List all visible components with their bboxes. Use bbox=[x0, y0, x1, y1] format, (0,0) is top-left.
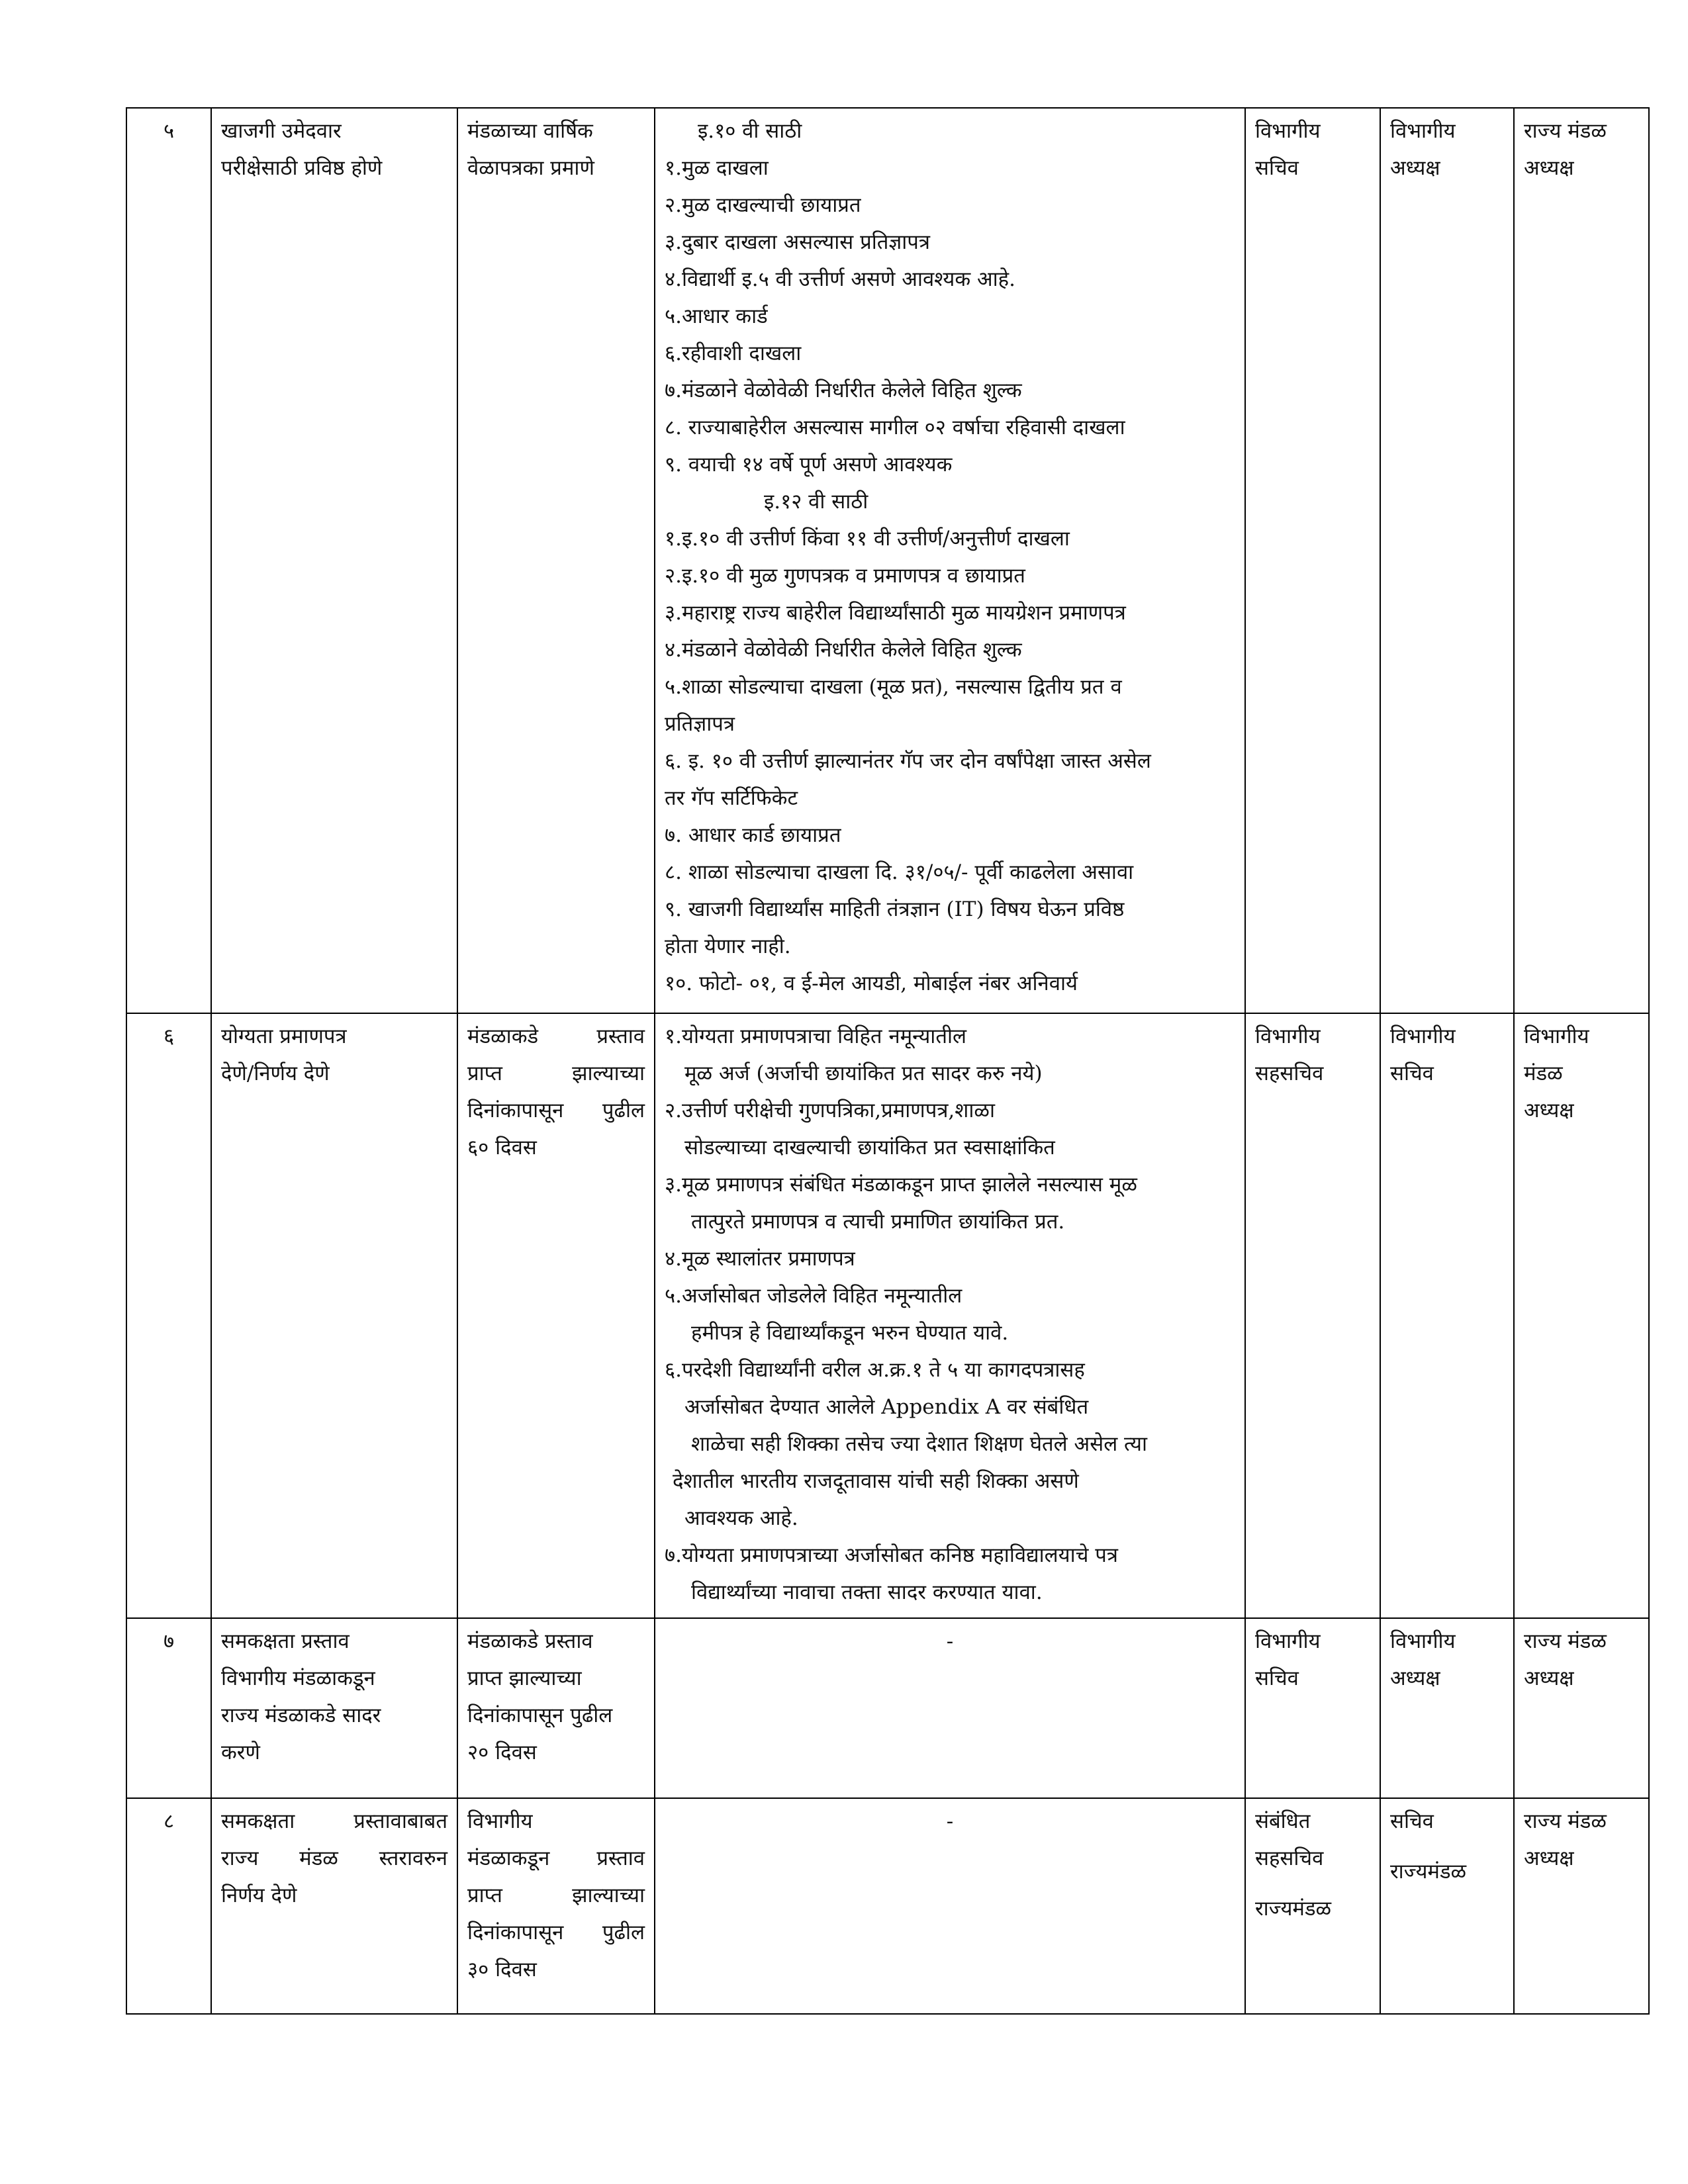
officer-level-1: विभागीय सचिव bbox=[1245, 108, 1380, 1013]
officer-level-3: राज्य मंडळ अध्यक्ष bbox=[1514, 1618, 1649, 1798]
required-documents: - bbox=[655, 1798, 1245, 2014]
section-heading: इ.१२ वी साठी bbox=[764, 490, 868, 514]
time-limit: मंडळाकडे प्रस्ताव प्राप्त झाल्याच्या दिनांकापासून पुढील ६० दिवस bbox=[457, 1013, 655, 1618]
time-limit: मंडळाकडे प्रस्ताव प्राप्त झाल्याच्या दिनांकापासून पुढील २० दिवस bbox=[457, 1618, 655, 1798]
serial-number: ७ bbox=[126, 1618, 211, 1798]
service-name: योग्यता प्रमाणपत्र देणे/निर्णय देणे bbox=[211, 1013, 457, 1618]
table-row bbox=[126, 1798, 1649, 2014]
section-heading: इ.१० वी साठी bbox=[698, 119, 802, 143]
officer-level-2: विभागीय अध्यक्ष bbox=[1380, 1618, 1514, 1798]
serial-number: ५ bbox=[126, 108, 211, 1013]
serial-number: ८ bbox=[126, 1798, 211, 2014]
officer-level-3: राज्य मंडळ अध्यक्ष bbox=[1514, 1798, 1649, 2014]
officer-level-2: विभागीय अध्यक्ष bbox=[1380, 108, 1514, 1013]
required-documents: इ.१० वी साठी १.मुळ दाखला २.मुळ दाखल्याची छायाप्रत ३.दुबार दाखला असल्यास प्रतिज्ञापत्र ४.विद्यार्थी इ.५ वी उत्तीर्ण असणे आवश्यक आहे. ५.आधार कार्ड ६.रहीवाशी दाखला ७.मंडळाने वेळोवेळी निर्धारीत केलेले विहित शुल्क ८. राज्याबाहेरील असल्यास मागील ०२ वर्षाचा रहिवासी दाखला ९. वयाची १४ वर्षे पूर्ण असणे आवश्यक इ.१२ वी साठी १.इ.१० वी उत्तीर्ण किंवा ११ वी उत्तीर्ण/अनुत्तीर्ण दाखला २.इ.१० वी मुळ गुणपत्रक व प्रमाणपत्र व छायाप्रत ३.महाराष्ट्र राज्य बाहेरील विद्यार्थ्यांसाठी मुळ मायग्रेशन प्रमाणपत्र ४.मंडळाने वेळोवेळी निर्धारीत केलेले विहित शुल्क ५.शाळा सोडल्याचा दाखला (मूळ प्रत), नसल्यास द्वितीय प्रत व प्रतिज्ञापत्र ६. इ. १० वी उत्तीर्ण झाल्यानंतर गॅप जर दोन वर्षांपेक्षा जास्त असेल तर गॅप सर्टिफिकेट ७. आधार कार्ड छायाप्रत ८. शाळा सोडल्याचा दाखला दि. ३१/०५/- पूर्वी काढलेला असावा ९. खाजगी विद्यार्थ्यांस माहिती तंत्रज्ञान (IT) विषय घेऊन प्रविष्ठ होता येणार नाही. १०. फोटो- ०१, व ई-मेल आयडी, मोबाईल नंबर अनिवार्य bbox=[655, 108, 1245, 1013]
service-name: समकक्षता प्रस्ताव विभागीय मंडळाकडून राज्य मंडळाकडे सादर करणे bbox=[211, 1618, 457, 1798]
officer-level-2: विभागीय सचिव bbox=[1380, 1013, 1514, 1618]
service-name: समकक्षता प्रस्तावाबाबत राज्य मंडळ स्तरावरुन निर्णय देणे bbox=[211, 1798, 457, 2014]
officer-level-1: विभागीय सहसचिव bbox=[1245, 1013, 1380, 1618]
serial-number: ६ bbox=[126, 1013, 211, 1618]
services-table bbox=[126, 107, 1650, 2015]
service-name: खाजगी उमेदवार परीक्षेसाठी प्रविष्ठ होणे bbox=[211, 108, 457, 1013]
officer-level-1: संबंधित सहसचिव राज्यमंडळ bbox=[1245, 1798, 1380, 2014]
table-row bbox=[126, 1013, 1649, 1618]
required-documents: १.योग्यता प्रमाणपत्राचा विहित नमून्यातील मूळ अर्ज (अर्जाची छायांकित प्रत सादर करु नये) २.उत्तीर्ण परीक्षेची गुणपत्रिका,प्रमाणपत्र,शाळा सोडल्याच्या दाखल्याची छायांकित प्रत स्वसाक्षांकित ३.मूळ प्रमाणपत्र संबंधित मंडळाकडून प्राप्त झालेले नसल्यास मूळ तात्पुरते प्रमाणपत्र व त्याची प्रमाणित छायांकित प्रत. ४.मूळ स्थालांतर प्रमाणपत्र ५.अर्जासोबत जोडलेले विहित नमून्यातील हमीपत्र हे विद्यार्थ्यांकडून भरुन घेण्यात यावे. ६.परदेशी विद्यार्थ्यांनी वरील अ.क्र.१ ते ५ या कागदपत्रासह अर्जासोबत देण्यात आलेले Appendix A वर संबंधित शाळेचा सही शिक्का तसेच ज्या देशात शिक्षण घेतले असेल त्या देशातील भारतीय राजदूतावास यांची सही शिक्का असणे आवश्यक आहे. ७.योग्यता प्रमाणपत्राच्या अर्जासोबत कनिष्ठ महाविद्यालयाचे पत्र विद्यार्थ्यांच्या नावाचा तक्ता सादर करण्यात यावा. bbox=[655, 1013, 1245, 1618]
officer-level-3: विभागीय मंडळ अध्यक्ष bbox=[1514, 1013, 1649, 1618]
required-documents: - bbox=[655, 1618, 1245, 1798]
time-limit: मंडळाच्या वार्षिक वेळापत्रका प्रमाणे bbox=[457, 108, 655, 1013]
officer-level-3: राज्य मंडळ अध्यक्ष bbox=[1514, 108, 1649, 1013]
table-row bbox=[126, 108, 1649, 1013]
table-row bbox=[126, 1618, 1649, 1798]
officer-level-1: विभागीय सचिव bbox=[1245, 1618, 1380, 1798]
time-limit: विभागीय मंडळाकडून प्रस्ताव प्राप्त झाल्याच्या दिनांकापासून पुढील ३० दिवस bbox=[457, 1798, 655, 2014]
officer-level-2: सचिव राज्यमंडळ bbox=[1380, 1798, 1514, 2014]
